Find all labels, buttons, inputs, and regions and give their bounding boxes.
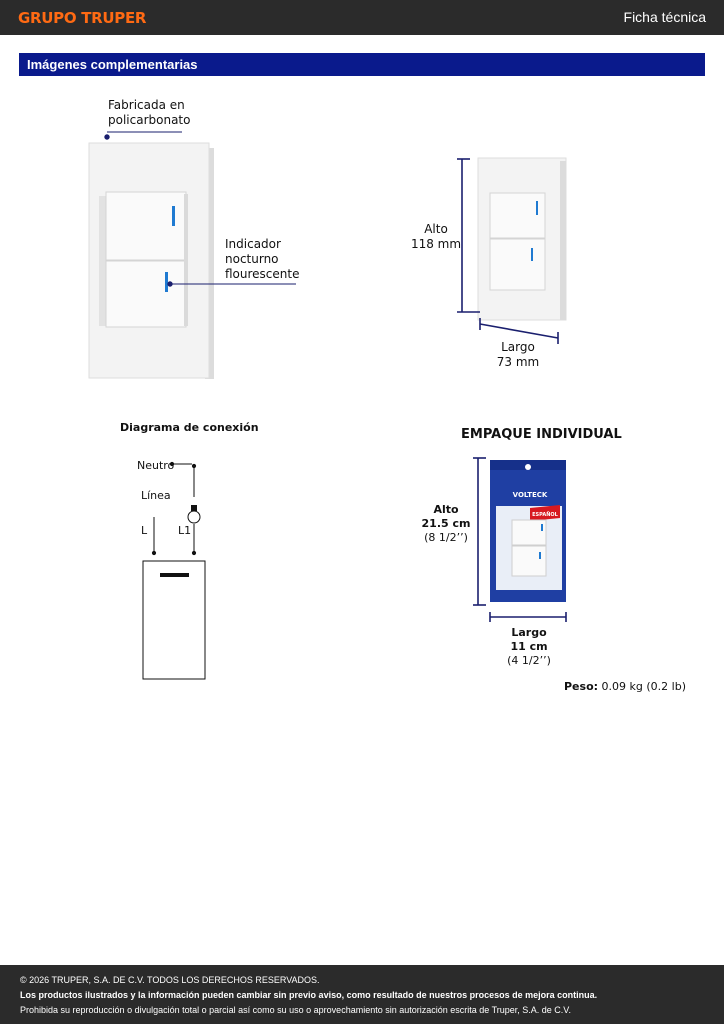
- section-title: Imágenes complementarias: [27, 57, 198, 72]
- packaging-width-label: Largo: [511, 626, 547, 639]
- line-label: Línea: [141, 489, 171, 502]
- packaging-weight: [564, 679, 686, 694]
- footer-prohibition: Prohibida su reproducción o divulgación total o parcial así como su uso o aprovechamiento sin autorización escrita de Truper, S.A. de C.V.: [20, 1005, 571, 1015]
- packaging-height-cm: 21.5 cm: [421, 517, 471, 530]
- brand-logo: GRUPO TRUPER: [18, 9, 147, 27]
- packaging-width: [502, 626, 556, 668]
- diagram-title: Diagrama de conexión: [120, 421, 259, 434]
- wiring-diagram: [152, 462, 195, 554]
- packaging-title: EMPAQUE INDIVIDUAL: [461, 427, 622, 442]
- packaging-badge: ESPAÑOL: [532, 512, 558, 518]
- terminal-l1-label: L1: [178, 524, 192, 537]
- callout-material: [108, 98, 190, 128]
- callout-indicator-line-1: Indicador: [225, 237, 281, 251]
- packaging-height: [420, 503, 472, 545]
- packaging-height-in: (8 1/2’’): [424, 531, 468, 544]
- weight-label: Peso:: [564, 680, 599, 693]
- night-indicator-top: [172, 206, 175, 226]
- footer-copyright: © 2026 TRUPER, S.A. DE C.V. TODOS LOS DERECHOS RESERVADOS.: [20, 975, 320, 985]
- callout-indicator-line-2: nocturno: [225, 252, 279, 266]
- footer: [0, 965, 724, 1024]
- height-value: 118 mm: [410, 237, 462, 251]
- switch-diagram: [143, 561, 205, 679]
- packaging-image: [490, 460, 566, 602]
- height-label: Alto: [424, 222, 448, 236]
- packaging-width-in: (4 1/2’’): [507, 654, 551, 667]
- packaging-brand: VOLTECK: [512, 491, 548, 499]
- document-type: Ficha técnica: [623, 9, 706, 25]
- neutral-label: Neutro: [137, 459, 175, 472]
- packaging-width-cm: 11 cm: [510, 640, 548, 653]
- width-label: Largo: [501, 340, 535, 354]
- terminal-l-label: L: [141, 524, 148, 537]
- callout-indicator: [225, 237, 299, 282]
- footer-notice: Los productos ilustrados y la información pueden cambiar sin previo aviso, como resultado de nuestros procesos de mejora continua.: [20, 990, 598, 1000]
- packaging-height-label: Alto: [433, 503, 459, 516]
- night-indicator-bottom: [165, 272, 168, 292]
- callout-material-line-2: policarbonato: [108, 113, 191, 127]
- product-image-dimensions: [478, 158, 566, 320]
- weight-value: 0.09 kg (0.2 lb): [601, 680, 686, 693]
- callout-material-line-1: Fabricada en: [108, 98, 185, 112]
- product-image-large: [89, 143, 214, 379]
- height-dimension: [410, 222, 462, 252]
- lightbulb-icon: [188, 505, 200, 523]
- width-dimension: [490, 340, 546, 370]
- callout-indicator-line-3: flourescente: [225, 267, 300, 281]
- width-value: 73 mm: [496, 355, 540, 369]
